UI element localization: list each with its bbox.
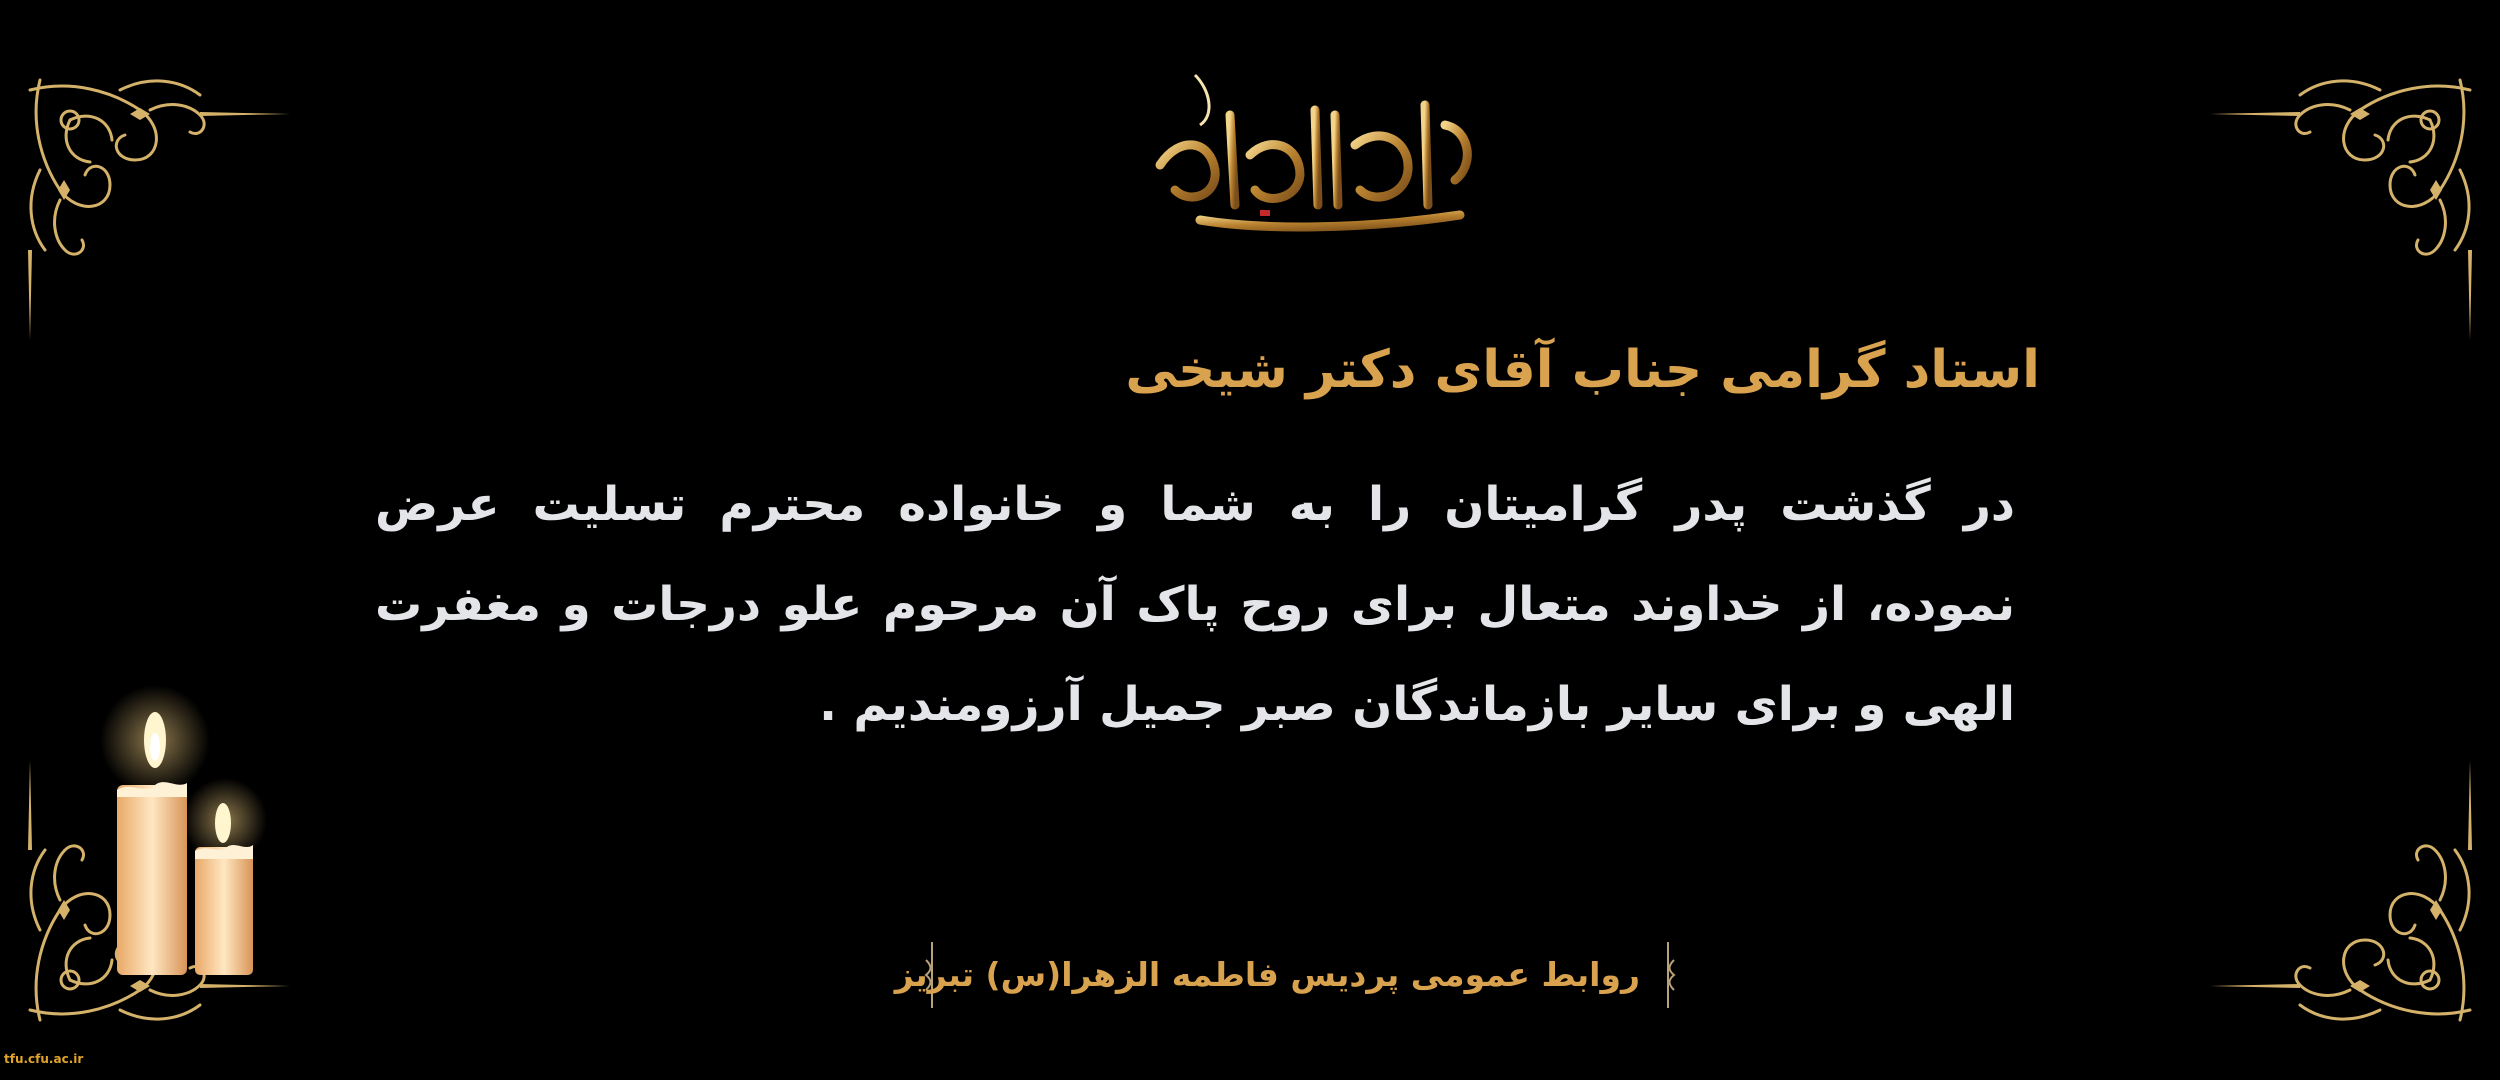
calligraphy-emblem — [1140, 55, 1490, 255]
signature-text: روابط عمومی پردیس فاطمه الزهرا(س) تبریز — [894, 955, 1640, 994]
ornamental-corner-top-right-icon — [2210, 50, 2500, 340]
condolence-message — [375, 455, 2015, 755]
greeting-title: استاد گرامی جناب آقای دکتر شیخی — [1125, 340, 2040, 400]
ornamental-corner-top-left-icon — [0, 50, 290, 340]
message-line: الهی و برای سایر بازماندگان صبر جمیل آرزومندیم . — [819, 677, 2015, 732]
ornamental-corner-bottom-right-icon — [2210, 760, 2500, 1050]
message-line: در گذشت پدر گرامیتان را به شما و خانواده محترم تسلیت عرض — [375, 477, 2015, 532]
site-watermark: tfu.cfu.ac.ir — [4, 1052, 84, 1066]
message-line: نموده، از خداوند متعال برای روح پاک آن مرحوم علو درجات و مغفرت — [375, 577, 2015, 632]
signature-frame — [894, 940, 1680, 1010]
scroll-ornament-icon — [1656, 940, 1680, 1010]
candles-icon — [95, 685, 285, 985]
